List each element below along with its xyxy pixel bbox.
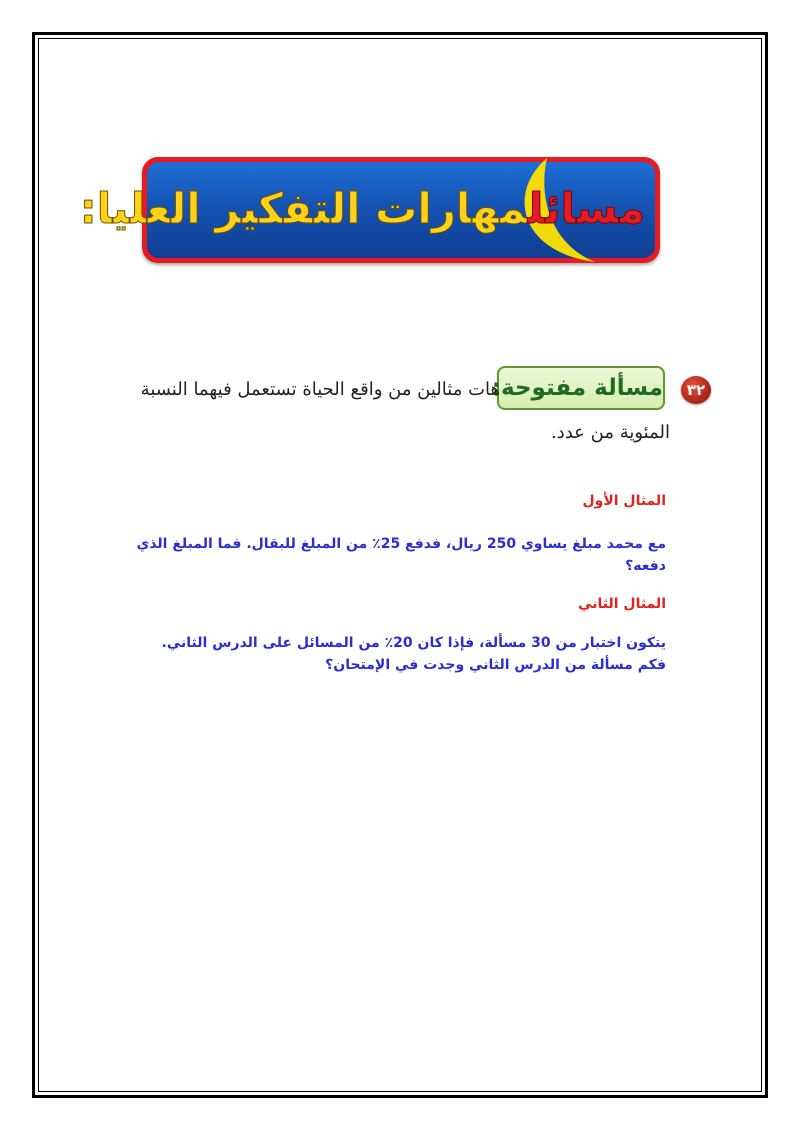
section-title bbox=[79, 184, 645, 234]
example-heading-2: المثال الثاني bbox=[578, 596, 666, 612]
problem-text-line2: المئوية من عدد. bbox=[551, 422, 670, 443]
example-body-1: مع محمد مبلغ يساوي 250 ريال، فدفع 25٪ من المبلغ للبقال. فما المبلغ الذي دفعه؟ bbox=[136, 536, 666, 574]
section-title-banner bbox=[79, 157, 660, 263]
problem-text-line1: هات مثالين من واقع الحياة تستعمل فيهما النسبة bbox=[140, 379, 500, 400]
example-body-2: يتكون اختبار من 30 مسألة، فإذا كان 20٪ من المسائل على الدرس الثاني. فكم مسألة من الدرس الثاني وجدت في الإمتحان؟ bbox=[161, 635, 666, 673]
banner-background bbox=[79, 162, 655, 258]
problem-number-badge: ٣٢ bbox=[681, 376, 711, 404]
example-heading-1: المثال الأول bbox=[582, 493, 666, 509]
title-part-red: مسائل bbox=[527, 184, 645, 234]
problem-type-label: مسألة مفتوحة: bbox=[497, 366, 665, 410]
title-part-yellow: مهارات التفكير العليا: bbox=[79, 184, 528, 234]
